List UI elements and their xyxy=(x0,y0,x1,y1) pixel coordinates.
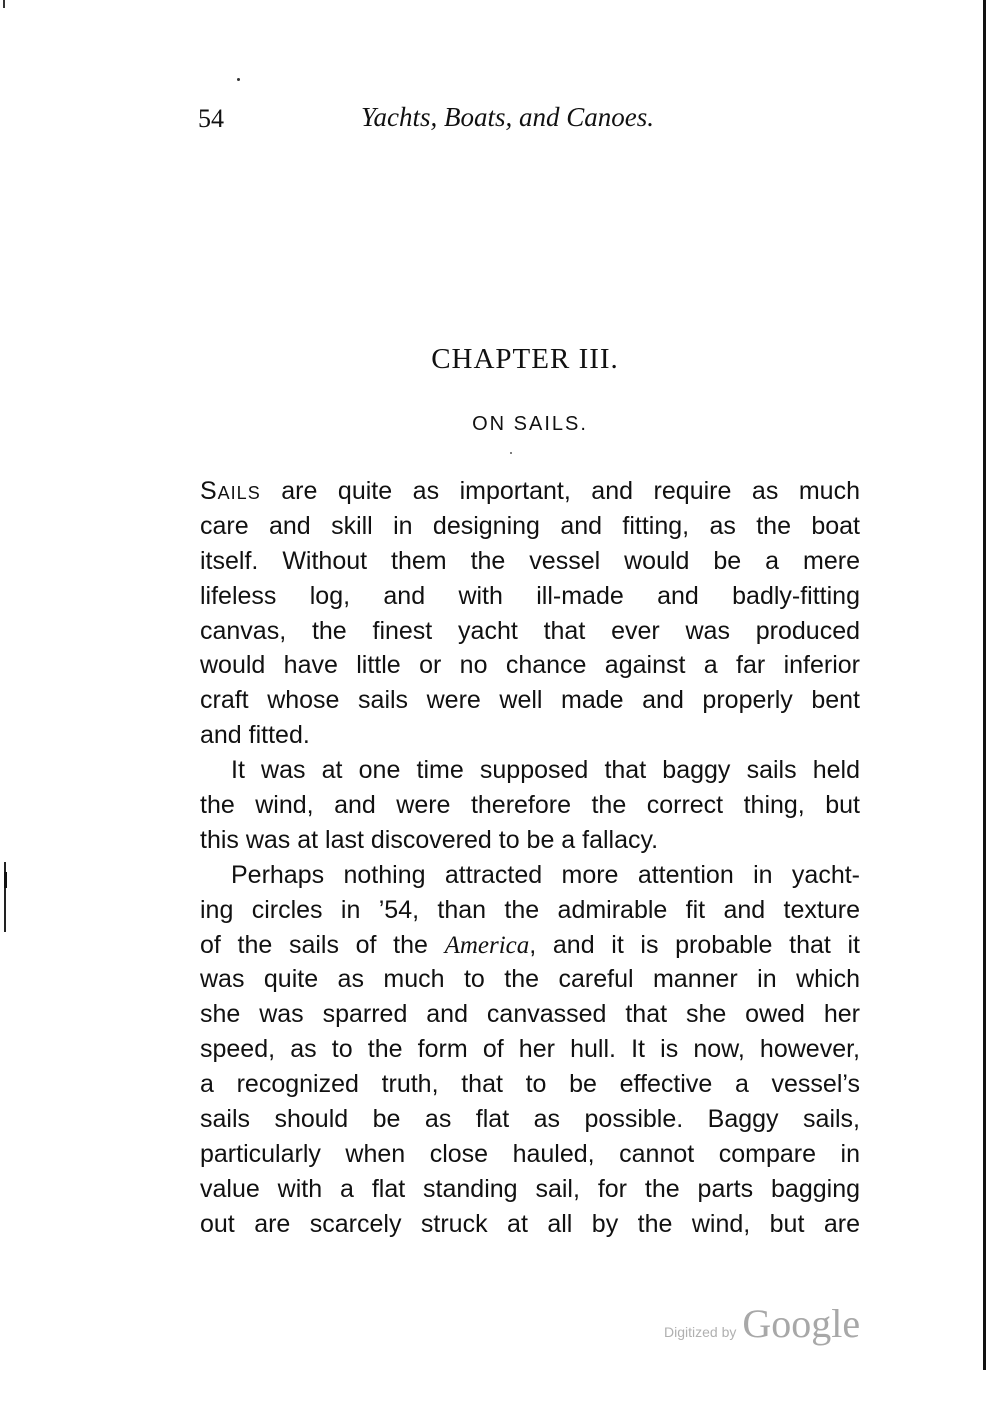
chapter-subtitle: ON SAILS. xyxy=(472,413,588,435)
text-line: the wind, and were therefore the correct thing, but xyxy=(200,791,860,820)
text-line: of the sails of the America, and it is probable that it xyxy=(200,930,860,959)
page-number: 54 xyxy=(198,104,224,133)
chapter-heading: CHAPTER III. xyxy=(431,343,619,375)
text-line: lifeless log, and with ill-made and badly-fitting xyxy=(200,581,860,610)
text-line: ing circles in ’54, than the admirable fit and texture xyxy=(200,895,860,924)
text-line: canvas, the finest yacht that ever was produced xyxy=(200,616,860,645)
text-line: this was at last discovered to be a fallacy. xyxy=(200,825,659,854)
text-line: sails should be as flat as possible. Baggy sails, xyxy=(200,1105,860,1134)
watermark-prefix: Digitized by xyxy=(664,1324,737,1340)
scan-speck xyxy=(510,452,512,454)
text-line: she was sparred and canvassed that she owed her xyxy=(200,1000,860,1029)
text-line: craft whose sails were well made and properly bent xyxy=(200,686,860,715)
text-line: It was at one time supposed that baggy sails held xyxy=(231,756,860,785)
running-title: Yachts, Boats, and Canoes. xyxy=(361,102,655,132)
text-line: would have little or no chance against a far inferior xyxy=(200,651,860,680)
scan-mark-left-thick xyxy=(4,872,7,888)
scan-edge-right xyxy=(983,0,986,1370)
text-line: out are scarcely struck at all by the wind, but are xyxy=(200,1209,860,1238)
google-logo: Google xyxy=(742,1301,861,1346)
text-line: speed, as to the form of her hull. It is now, however, xyxy=(200,1035,860,1064)
body-text xyxy=(200,474,860,1242)
text-line: value with a flat standing sail, for the parts bagging xyxy=(200,1174,860,1203)
text-line: and fitted. xyxy=(200,721,310,750)
scan-speck xyxy=(237,78,240,81)
text-line: was quite as much to the careful manner in which xyxy=(200,965,860,994)
text-line: Perhaps nothing attracted more attention in yacht- xyxy=(231,860,860,889)
digitized-watermark xyxy=(664,1300,860,1347)
text-line: care and skill in designing and fitting, as the boat xyxy=(200,511,860,540)
text-line: a recognized truth, that to be effective a vessel’s xyxy=(200,1070,860,1099)
text-line: Sails are quite as important, and require as much xyxy=(200,477,860,505)
ship-name: America xyxy=(444,931,530,959)
text-line: itself. Without them the vessel would be a mere xyxy=(200,546,860,575)
scan-mark-top xyxy=(3,0,5,8)
lead-word: Sails xyxy=(200,477,261,505)
text-line: particularly when close hauled, cannot compare in xyxy=(200,1139,860,1168)
